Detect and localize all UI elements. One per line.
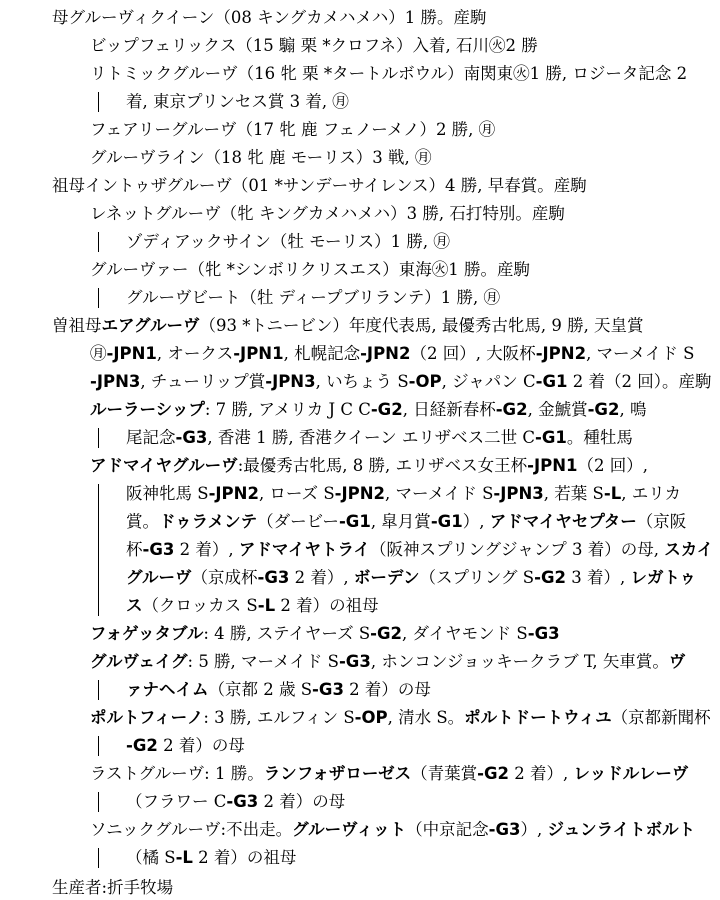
pedigree-line bbox=[126, 284, 500, 312]
horse-name-bold: エアグルーヴ bbox=[101, 316, 200, 335]
line-text: ）, bbox=[520, 820, 548, 839]
pedigree-line bbox=[126, 508, 686, 536]
horse-name-bold: アドマイヤトライ bbox=[238, 540, 371, 559]
grade-label: -G3 bbox=[226, 792, 259, 811]
grade-label: -JPN1 bbox=[527, 456, 578, 475]
line-text: , いちょう S bbox=[315, 372, 409, 391]
line-text: , マーメイド S bbox=[385, 484, 494, 503]
line-text: , チューリップ賞 bbox=[140, 372, 266, 391]
pedigree-line bbox=[90, 200, 565, 228]
line-text: 3 着）, bbox=[565, 568, 631, 587]
line-text: , オークス bbox=[156, 344, 234, 363]
grade-label: -OP bbox=[354, 708, 388, 727]
line-text: （阪神スプリングジャンプ 3 着）の母, bbox=[370, 540, 665, 559]
grade-label: -JPN1 bbox=[233, 344, 284, 363]
pedigree-line bbox=[90, 816, 695, 844]
grade-label: -G3 bbox=[142, 540, 175, 559]
line-text: 尾記念 bbox=[126, 428, 176, 447]
line-text: 2 着）, bbox=[289, 568, 354, 587]
line-text: :最優秀古牝馬, 8 勝, エリザベス女王杯 bbox=[237, 456, 528, 475]
line-text: ラストグルーヴ: 1 勝。 bbox=[90, 764, 264, 783]
breeder-label: 生産者 bbox=[52, 878, 102, 897]
line-text: （2 回）, 大阪杯 bbox=[410, 344, 536, 363]
pedigree-line bbox=[90, 116, 495, 144]
line-text: （橘 S bbox=[126, 848, 176, 867]
pedigree-line bbox=[90, 60, 687, 88]
line-text: 2 着）, bbox=[508, 764, 574, 783]
pedigree-connector-line bbox=[98, 680, 99, 700]
line-text: （京都新聞杯 bbox=[611, 708, 711, 727]
grade-label: -G1 bbox=[430, 512, 463, 531]
grade-label: -JPN2 bbox=[208, 484, 259, 503]
line-text: （93 *トニービン）年度代表馬, 最優秀古牝馬, 9 勝, 天皇賞 bbox=[199, 316, 644, 335]
grade-label: -G2 bbox=[587, 400, 620, 419]
horse-name-bold: スカイ bbox=[664, 540, 714, 559]
grade-label: -JPN2 bbox=[535, 344, 587, 363]
horse-name-bold: ポルトドートウィユ bbox=[464, 708, 612, 727]
grade-label: -OP bbox=[408, 372, 442, 391]
pedigree-connector-line bbox=[98, 792, 99, 812]
line-text: , 香港 1 勝, 香港クイーン エリザベス二世 C bbox=[207, 428, 535, 447]
line-text: 杯 bbox=[126, 540, 143, 559]
line-text: （ダービー bbox=[257, 512, 339, 531]
pedigree-line bbox=[126, 424, 633, 452]
line-text: , ホンコンジョッキークラブ T, 矢車賞。 bbox=[370, 652, 669, 671]
pedigree-line bbox=[90, 760, 688, 788]
horse-name-bold: アドマイヤグルーヴ bbox=[90, 456, 238, 475]
pedigree-connector-line bbox=[98, 92, 99, 112]
line-text: グルーヴビート（牡 ディープブリランテ）1 勝, ㊊ bbox=[126, 288, 501, 307]
line-text: , ローズ S bbox=[258, 484, 335, 503]
line-text: 。種牡馬 bbox=[566, 428, 633, 447]
grade-label: -G1 bbox=[535, 372, 568, 391]
pedigree-line bbox=[90, 32, 538, 60]
line-text: ビップフェリックス（15 騸 栗 *クロフネ）入着, 石川㊋2 勝 bbox=[90, 36, 538, 55]
line-text: , 皐月賞 bbox=[370, 512, 431, 531]
line-text: , 札幌記念 bbox=[283, 344, 361, 363]
line-text: フェアリーグルーヴ（17 牝 鹿 フェノーメノ）2 勝, ㊊ bbox=[90, 120, 496, 139]
pedigree-connector-line bbox=[98, 736, 99, 756]
horse-name-bold: アドマイヤセプター bbox=[489, 512, 637, 531]
line-text: , ダイヤモンド S bbox=[402, 624, 528, 643]
grade-label: -JPN2 bbox=[360, 344, 411, 363]
horse-name-bold: ヴ bbox=[668, 652, 686, 671]
grade-label: -L bbox=[603, 484, 622, 503]
horse-name-bold: レガトゥ bbox=[630, 568, 697, 587]
grade-label: -G1 bbox=[338, 512, 371, 531]
line-text: （2 回）, bbox=[577, 456, 649, 475]
pedigree-connector-line bbox=[98, 288, 99, 308]
line-text: 2 着）の母 bbox=[343, 680, 431, 699]
horse-name-bold: ドゥラメンテ bbox=[159, 512, 258, 531]
pedigree-line bbox=[52, 172, 587, 200]
grade-label: -JPN3 bbox=[90, 372, 141, 391]
pedigree-line bbox=[52, 4, 487, 32]
grade-label: -JPN2 bbox=[334, 484, 386, 503]
pedigree-connector-line bbox=[98, 848, 99, 868]
pedigree-line bbox=[126, 564, 696, 592]
horse-name-bold: ランフォザローゼス bbox=[263, 764, 412, 783]
line-text: 阪神牝馬 S bbox=[126, 484, 209, 503]
horse-name-bold: ジュンライトボルト bbox=[547, 820, 696, 839]
pedigree-line bbox=[90, 340, 694, 368]
grade-label: -G1 bbox=[534, 428, 567, 447]
horse-name-bold: ボーデン bbox=[353, 568, 420, 587]
line-text: , 若葉 S bbox=[543, 484, 604, 503]
grade-label: -G2 bbox=[495, 400, 528, 419]
pedigree-line bbox=[126, 536, 713, 564]
pedigree-line bbox=[52, 312, 644, 340]
horse-name-bold: ァナヘイム bbox=[126, 680, 209, 699]
line-text: ソニックグルーヴ:不出走。 bbox=[90, 820, 293, 839]
breeder-name: 折手牧場 bbox=[107, 878, 174, 897]
grade-label: -L bbox=[257, 596, 276, 615]
line-text: （中京記念 bbox=[406, 820, 489, 839]
pedigree-line bbox=[126, 480, 681, 508]
horse-name-bold: グルーヴィット bbox=[292, 820, 407, 839]
horse-name-bold: ポルトフィーノ bbox=[90, 708, 204, 727]
line-text: グルーヴライン（18 牝 鹿 モーリス）3 戦, ㊊ bbox=[90, 148, 432, 167]
line-text: （クロッカス S bbox=[142, 596, 258, 615]
grade-label: -JPN3 bbox=[493, 484, 544, 503]
pedigree-line bbox=[90, 620, 560, 648]
horse-name-bold: グルーヴ bbox=[126, 568, 192, 587]
grade-label: -G3 bbox=[338, 652, 371, 671]
line-text: 賞。 bbox=[126, 512, 159, 531]
line-text: 祖母イントゥザグルーヴ（01 *サンデーサイレンス）4 勝, 早春賞。産駒 bbox=[52, 176, 587, 195]
line-text: : 3 勝, エルフィン S bbox=[203, 708, 355, 727]
pedigree-line bbox=[90, 648, 685, 676]
line-text: 母グルーヴィクイーン（08 キングカメハメハ）1 勝。産駒 bbox=[52, 8, 487, 27]
pedigree-line bbox=[126, 676, 431, 704]
line-text: , ジャパン C bbox=[441, 372, 536, 391]
line-text: 着, 東京プリンセス賞 3 着, ㊊ bbox=[126, 92, 349, 111]
line-text: , 日経新春杯 bbox=[402, 400, 496, 419]
pedigree-line bbox=[126, 228, 450, 256]
line-text: , 鳴 bbox=[619, 400, 647, 419]
grade-label: -G3 bbox=[257, 568, 290, 587]
line-text: ゾディアックサイン（牡 モーリス）1 勝, ㊊ bbox=[126, 232, 450, 251]
line-text: ㊊ bbox=[90, 344, 107, 363]
pedigree-line bbox=[126, 88, 349, 116]
horse-name-bold: グルヴェイグ bbox=[90, 652, 188, 671]
line-text: （スプリング S bbox=[419, 568, 535, 587]
grade-label: -G2 bbox=[370, 624, 403, 643]
line-text: ）, bbox=[462, 512, 490, 531]
line-text: グルーヴァー（牝 *シンボリクリスエス）東海㊋1 勝。産駒 bbox=[90, 260, 531, 279]
pedigree-line bbox=[126, 844, 296, 872]
pedigree-line bbox=[90, 396, 646, 424]
pedigree-line bbox=[90, 368, 712, 396]
line-text: （京都 2 歳 S bbox=[208, 680, 313, 699]
line-text: , 金鯱賞 bbox=[527, 400, 588, 419]
line-text: , エリカ bbox=[621, 484, 682, 503]
line-text: 2 着）, bbox=[174, 540, 239, 559]
grade-label: -G3 bbox=[175, 428, 208, 447]
pedigree-line bbox=[126, 592, 379, 620]
grade-label: -G2 bbox=[370, 400, 403, 419]
pedigree-line bbox=[90, 704, 711, 732]
grade-label: -G2 bbox=[126, 736, 158, 755]
breeder-line bbox=[52, 876, 173, 900]
grade-label: -L bbox=[175, 848, 193, 867]
line-text: : 7 勝, アメリカ J C C bbox=[204, 400, 371, 419]
pedigree-line bbox=[90, 256, 530, 284]
line-text: 2 着）の母 bbox=[157, 736, 245, 755]
line-text: （京阪 bbox=[636, 512, 687, 531]
line-text: 曽祖母 bbox=[52, 316, 102, 335]
breeder-separator: : bbox=[101, 878, 108, 897]
horse-name-bold: フォゲッタブル bbox=[90, 624, 204, 643]
line-text: , マーメイド S bbox=[586, 344, 695, 363]
line-text: （青葉賞 bbox=[411, 764, 478, 783]
pedigree-line bbox=[126, 732, 245, 760]
grade-label: -G3 bbox=[312, 680, 344, 699]
line-text: 2 着）の母 bbox=[258, 792, 346, 811]
line-text: , 清水 S。 bbox=[387, 708, 465, 727]
pedigree-connector-line bbox=[98, 428, 99, 448]
pedigree-line bbox=[90, 452, 648, 480]
line-text: レネットグルーヴ（牝 キングカメハメハ）3 勝, 石打特別。産駒 bbox=[90, 204, 565, 223]
line-text: 2 着（2 回）。産駒 bbox=[567, 372, 712, 391]
grade-label: -G2 bbox=[477, 764, 509, 783]
grade-label: -G2 bbox=[534, 568, 566, 587]
pedigree-connector-line bbox=[98, 232, 99, 252]
line-text: : 4 勝, ステイヤーズ S bbox=[203, 624, 371, 643]
pedigree-line bbox=[126, 788, 345, 816]
line-text: リトミックグルーヴ（16 牝 栗 *タートルボウル）南関東㊋1 勝, ロジータ記念 2 bbox=[90, 64, 688, 83]
horse-name-bold: ルーラーシップ bbox=[90, 400, 205, 419]
grade-label: -G3 bbox=[527, 624, 560, 643]
grade-label: -G3 bbox=[488, 820, 521, 839]
horse-name-bold: ス bbox=[126, 596, 143, 615]
grade-label: -JPN1 bbox=[106, 344, 157, 363]
pedigree-line bbox=[90, 144, 431, 172]
grade-label: -JPN3 bbox=[265, 372, 316, 391]
line-text: （フラワー C bbox=[126, 792, 227, 811]
pedigree-connector-line bbox=[98, 484, 99, 616]
line-text: : 5 勝, マーメイド S bbox=[187, 652, 339, 671]
horse-name-bold: レッドルレーヴ bbox=[573, 764, 689, 783]
line-text: （京成杯 bbox=[191, 568, 258, 587]
line-text: 2 着）の祖母 bbox=[275, 596, 379, 615]
line-text: 2 着）の祖母 bbox=[192, 848, 297, 867]
